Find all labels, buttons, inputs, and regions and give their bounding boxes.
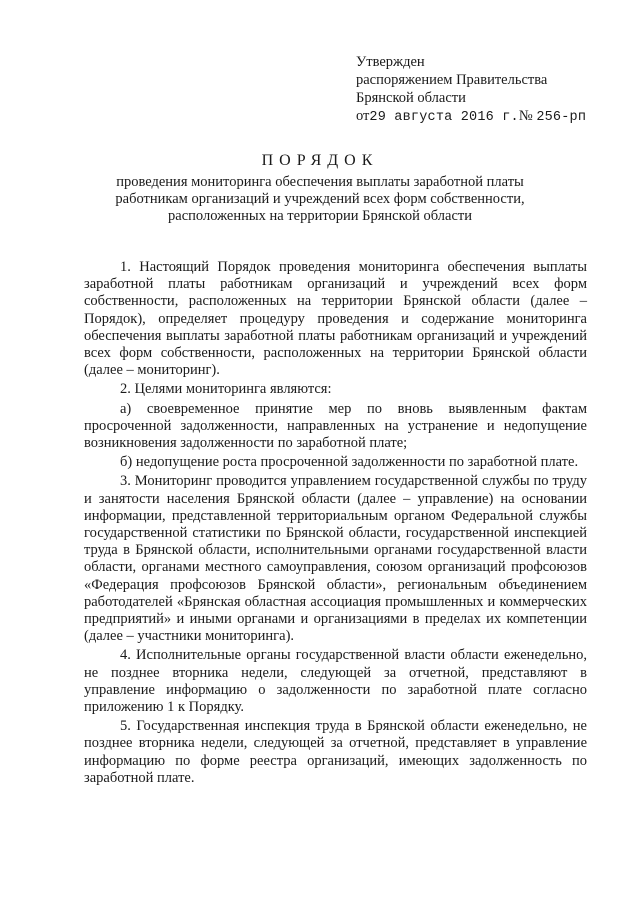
paragraph-5: 5. Государственная инспекция труда в Брянской области еженедельно, не позднее вторника недели, следующей за отчетной, представляет в управление информацию по форме реестра организаций, имеющих задолженность по заработной плате. bbox=[84, 718, 587, 786]
subtitle-line: расположенных на территории Брянской области bbox=[168, 208, 472, 224]
paragraph-2b: б) недопущение роста просроченной задолженности по заработной плате. bbox=[120, 454, 579, 471]
paragraph-4: 4. Исполнительные органы государственной власти области еженедельно, не позднее вторника недели, следующей за отчетной, представляют в управление информацию о задолженности по заработной плате согласно приложению 1 к Порядку. bbox=[84, 647, 587, 716]
subtitle-line: проведения мониторинга обеспечения выплаты заработной платы bbox=[116, 174, 524, 190]
approval-line-approved: Утвержден bbox=[356, 54, 425, 70]
date-prefix: от bbox=[356, 108, 370, 124]
approval-line-order: распоряжением Правительства bbox=[356, 72, 548, 88]
paragraph-1: 1. Настоящий Порядок проведения мониторинга обеспечения выплаты заработной платы работникам организаций и учреждений всех форм собственности, расположенных на территории Брянской области (далее – Порядок), определяет процедуру проведения и содержание мониторинга обеспечения выплаты заработной платы работникам организаций и учреждений всех форм собственности, расположенных на территории Брянской области (далее – мониторинг). bbox=[84, 259, 587, 379]
paragraph-2: 2. Целями мониторинга являются: bbox=[120, 381, 332, 398]
number-value: 256-рп bbox=[536, 110, 587, 125]
approval-line-date bbox=[356, 107, 586, 127]
document-body bbox=[84, 259, 587, 789]
number-prefix: № bbox=[518, 108, 533, 124]
approval-line-region: Брянской области bbox=[356, 90, 466, 106]
document-title: ПОРЯДОК bbox=[261, 152, 379, 169]
date-value: 29 августа 2016 г. bbox=[369, 110, 519, 125]
document-subtitle bbox=[0, 174, 640, 225]
paragraph-3: 3. Мониторинг проводится управлением государственной службы по труду и занятости населения Брянской области (далее – управление) на основании информации, представленной территориальным органом Федеральной службы государственной статистики по Брянской области, государственной инспекцией труда в Брянской области, исполнительными органами государственной власти области, органами местного самоуправления, союзом организаций профсоюзов «Федерация профсоюзов Брянской области», региональным объединением работодателей «Брянская областная ассоциация промышленных и коммерческих предприятий» и иными органами и организациями в пределах их компетенции (далее – участники мониторинга). bbox=[84, 473, 587, 645]
approval-block bbox=[356, 53, 586, 127]
paragraph-2a: а) своевременное принятие мер по вновь выявленным фактам просроченной задолженности, направленных на устранение и недопущение возникновения задолженности по заработной плате; bbox=[84, 400, 587, 452]
subtitle-line: работникам организаций и учреждений всех форм собственности, bbox=[115, 191, 525, 207]
